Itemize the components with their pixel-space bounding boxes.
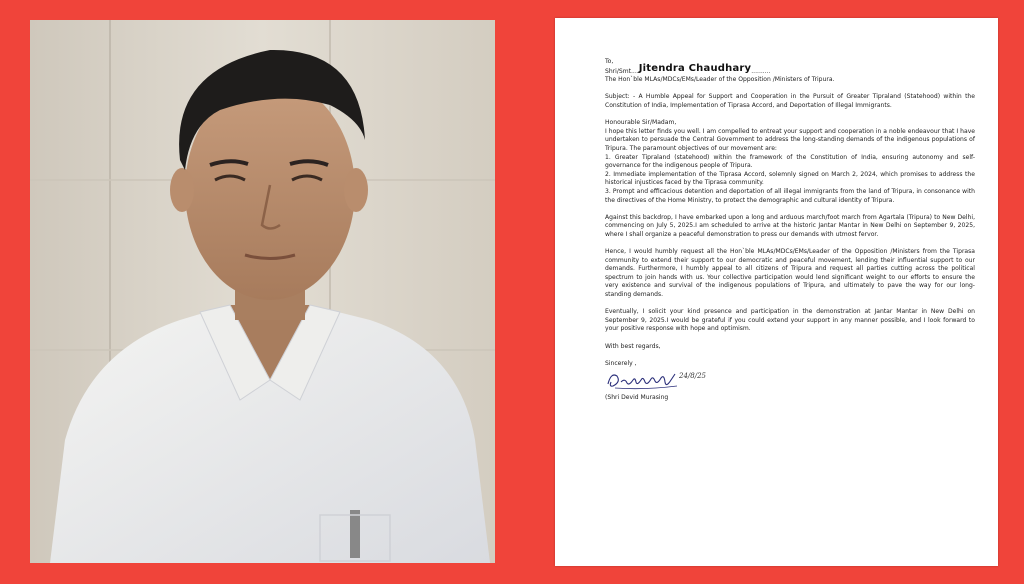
addressee-line: The Hon`ble MLAs/MDCs/EMs/Leader of the Opposition /Ministers of Tripura.: [605, 76, 835, 84]
letter-subject: Subject: - A Humble Appeal for Support and Cooperation in the Pursuit of Greater Tipraland (Statehood) within the Constitution of India, Implementation of Tiprasa Accord, and Deportation of Illegal Immigrants.: [605, 93, 975, 109]
objective-item: 1. Greater Tipraland (statehood) within the framework of the Constitution of India, ensuring autonomy and self-governance for the indigenous people of Tripura.: [605, 153, 975, 170]
right-ear: [344, 168, 368, 212]
letter-intro: I hope this letter finds you well. I am compelled to entreat your support and cooperation in a noble endeavour that I have undertaken to persuade the Central Government to address the long-standing demands of the indigenous populations of Tripura. The paramount objectives of our movement are:: [605, 127, 975, 152]
paragraph-march: Against this backdrop, I have embarked upon a long and arduous march/foot march from Agartala (Tripura) to New Delhi, commencing on July 5, 2025.I am scheduled to arrive at the historic Jantar Mantar in New Delhi on September 9, 2025, where I shall organize a peaceful demonstration to press our demands with utmost fervor.: [605, 213, 975, 238]
letter-to: To,: [605, 58, 614, 65]
regards-line: With best regards,: [605, 342, 661, 350]
salutation-prefix: Shri/Smt: [605, 67, 631, 75]
portrait-illustration: [30, 20, 495, 563]
objective-item: 3. Prompt and efficacious detention and deportation of all illegal immigrants from the land of Tripura, in consonance with the directives of the Home Ministry, to protect the demographic and cultural identity of Tripura.: [605, 187, 975, 204]
handwritten-signature: [605, 368, 685, 392]
sincerely-line: Sincerely ,: [605, 359, 637, 367]
letter-body: [605, 58, 975, 403]
left-ear: [170, 168, 194, 212]
letter-page: [555, 18, 998, 566]
recipient-name: Jitendra Chaudhary: [638, 62, 752, 74]
pen-in-pocket: [350, 510, 360, 558]
objective-item: 2. Immediate implementation of the Tiprasa Accord, solemnly signed on March 2, 2024, which promises to address the historical injustices faced by the Tiprasa community.: [605, 170, 975, 187]
paragraph-closing: Eventually, I solicit your kind presence and participation in the demonstration at Jantar Mantar in New Delhi on September 9, 2025.I would be grateful if you could extend your support in any manner possible, and I look forward to your positive response with hope and optimism.: [605, 308, 975, 333]
letter-greeting: Honourable Sir/Madam,: [605, 119, 677, 127]
paragraph-request: Hence, I would humbly request all the Hon`ble MLAs/MDCs/EMs/Leader of the Opposition /Ministers from the Tiprasa community to extend their support to our democratic and peaceful movement, lending their influential support to our demands. Furthermore, I humbly appeal to all citizens of Tripura and request all parties cutting across the political spectrum to join hands with us. Your collective participation would lend significant weight to our efforts to ensure the very existence and survival of the indigenous populations of Tripura, and ultimately to pave the way for our long- standing demands.: [605, 248, 975, 299]
signature-block: [605, 368, 975, 394]
signature-date: 24/8/25: [679, 372, 706, 381]
signatory-name: (Shri Devid Murasing: [605, 394, 669, 402]
dotted-line: ....: [630, 67, 639, 75]
recipient-line: [605, 62, 975, 77]
portrait-photo: [30, 20, 495, 563]
dotted-line: ..........: [751, 67, 771, 75]
